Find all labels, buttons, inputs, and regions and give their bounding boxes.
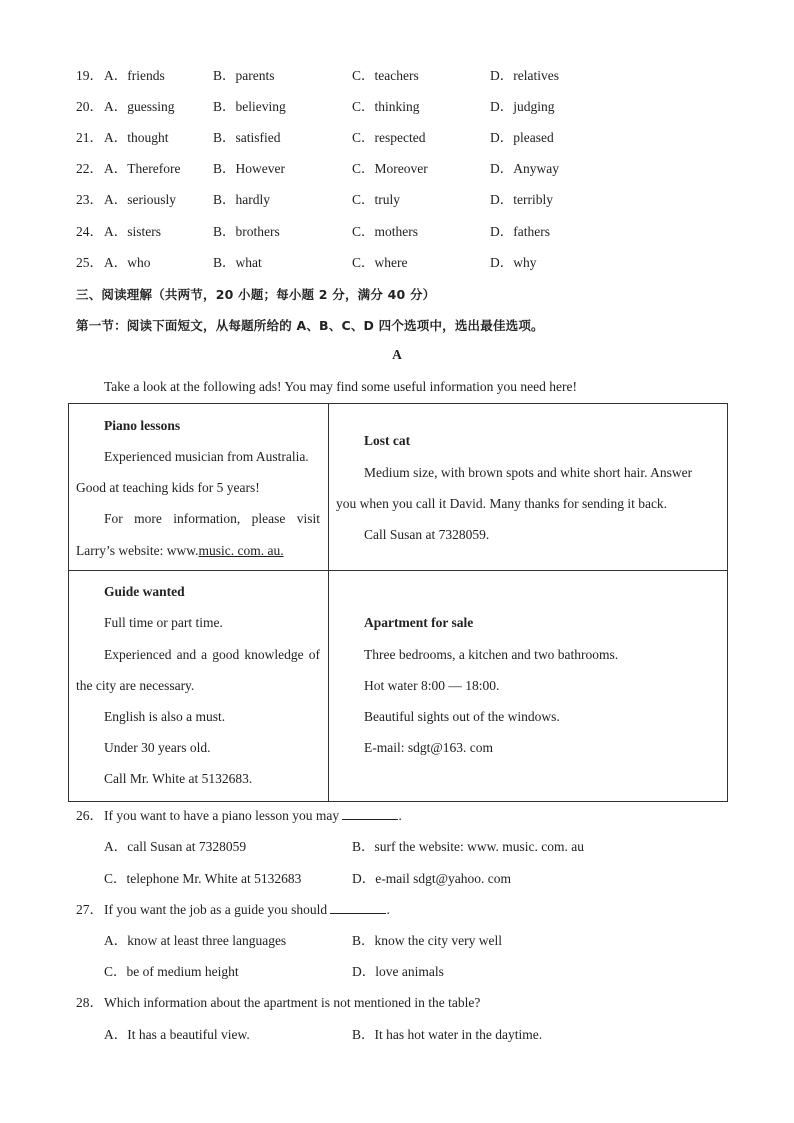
option-c: C．Moreover — [352, 161, 428, 176]
option-d: D．relatives — [490, 68, 559, 83]
question-stem: Which information about the apartment is not mentioned in the table? — [104, 995, 481, 1010]
ad-line: Medium size, with brown spots and white short hair. Answer — [364, 465, 693, 480]
question-number: 22． — [76, 161, 103, 176]
ad-line: you when you call it David. Many thanks for sending it back. — [336, 496, 668, 511]
option-d: D．e-mail sdgt@yahoo. com — [352, 871, 512, 886]
ads-table — [68, 403, 728, 802]
option-a: A．call Susan at 7328059 — [104, 839, 247, 854]
option-d: D．pleased — [490, 130, 554, 145]
ad-line: Experienced musician from Australia. — [104, 449, 309, 464]
option-d: D．judging — [490, 99, 555, 114]
section-title: 三、阅读理解（共两节，20 小题；每小题 2 分，满分 40 分） — [76, 287, 436, 302]
ad-line: the city are necessary. — [76, 678, 195, 693]
option-d: D．love animals — [352, 964, 444, 979]
question-stem-tail: . — [386, 902, 390, 917]
option-c: C．truly — [352, 192, 401, 207]
option-d: D．fathers — [490, 224, 550, 239]
answer-blank — [330, 901, 386, 914]
ad-line: Experienced and a good knowledge of — [104, 647, 320, 662]
ad-title: Lost cat — [364, 433, 411, 448]
option-c: C．mothers — [352, 224, 418, 239]
option-b: B．know the city very well — [352, 933, 502, 948]
option-a: A．know at least three languages — [104, 933, 287, 948]
option-c: C．where — [352, 255, 408, 270]
option-b: B．hardly — [213, 192, 270, 207]
option-a: A．guessing — [104, 99, 175, 114]
ad-line: Call Susan at 7328059. — [364, 527, 490, 542]
ad-line: Good at teaching kids for 5 years! — [76, 480, 260, 495]
ad-line: Full time or part time. — [104, 615, 223, 630]
ad-lost-cat — [329, 404, 728, 571]
ad-line: Under 30 years old. — [104, 740, 211, 755]
question-number: 23． — [76, 192, 103, 207]
option-a: A．Therefore — [104, 161, 181, 176]
ad-line: E-mail: sdgt@163. com — [364, 740, 494, 755]
question-number: 25． — [76, 255, 103, 270]
option-a: A．It has a beautiful view. — [104, 1027, 250, 1042]
option-d: D．Anyway — [490, 161, 559, 176]
question-number: 24． — [76, 224, 103, 239]
option-a: A．sisters — [104, 224, 161, 239]
option-b: B．parents — [213, 68, 275, 83]
question-number: 28． — [76, 995, 103, 1010]
website-link[interactable]: music. com. au. — [198, 543, 284, 558]
option-b: B．satisfied — [213, 130, 281, 145]
ad-piano-lessons — [69, 404, 329, 571]
option-a: A．friends — [104, 68, 165, 83]
ad-line: Call Mr. White at 5132683. — [104, 771, 253, 786]
ad-line: Hot water 8:00 — 18:00. — [364, 678, 500, 693]
option-c: C．be of medium height — [104, 964, 239, 979]
ad-title: Guide wanted — [104, 584, 185, 599]
option-c: C．thinking — [352, 99, 420, 114]
option-c: C．telephone Mr. White at 5132683 — [104, 871, 302, 886]
ad-line: Three bedrooms, a kitchen and two bathrooms. — [364, 647, 619, 662]
ad-guide-wanted — [69, 571, 329, 802]
question-stem-text: If you want the job as a guide you should — [104, 902, 331, 917]
option-b: B．It has hot water in the daytime. — [352, 1027, 543, 1042]
question-stem-tail: . — [398, 808, 402, 823]
option-d: D．why — [490, 255, 537, 270]
question-number: 19． — [76, 68, 103, 83]
passage-letter: A — [392, 347, 402, 362]
option-b: B．brothers — [213, 224, 280, 239]
option-b: B．what — [213, 255, 262, 270]
ad-line: English is also a must. — [104, 709, 226, 724]
ad-line: Beautiful sights out of the windows. — [364, 709, 560, 724]
option-a: A．seriously — [104, 192, 176, 207]
option-a: A．thought — [104, 130, 169, 145]
option-b: B．believing — [213, 99, 286, 114]
option-a: A．who — [104, 255, 151, 270]
question-stem — [104, 900, 390, 920]
question-number: 20． — [76, 99, 103, 114]
ad-title: Apartment for sale — [364, 615, 474, 630]
ad-line — [76, 541, 284, 561]
question-number: 27． — [76, 902, 103, 917]
ad-title: Piano lessons — [104, 418, 181, 433]
ad-line: For more information, please visit — [104, 511, 320, 526]
option-b: B．surf the website: www. music. com. au — [352, 839, 584, 854]
option-b: B．However — [213, 161, 285, 176]
option-d: D．terribly — [490, 192, 553, 207]
section-subtitle: 第一节：阅读下面短文，从每题所给的 A、B、C、D 四个选项中，选出最佳选项。 — [76, 318, 544, 333]
passage-intro: Take a look at the following ads! You may find some useful information you need here! — [104, 379, 577, 394]
website-label: Larry’s website: www. — [76, 543, 199, 558]
question-stem-text: If you want to have a piano lesson you may — [104, 808, 343, 823]
question-number: 21． — [76, 130, 103, 145]
question-stem — [104, 806, 402, 826]
answer-blank — [342, 807, 398, 820]
ad-apartment-for-sale — [329, 571, 728, 802]
question-number: 26． — [76, 808, 103, 823]
option-c: C．respected — [352, 130, 426, 145]
option-c: C．teachers — [352, 68, 419, 83]
